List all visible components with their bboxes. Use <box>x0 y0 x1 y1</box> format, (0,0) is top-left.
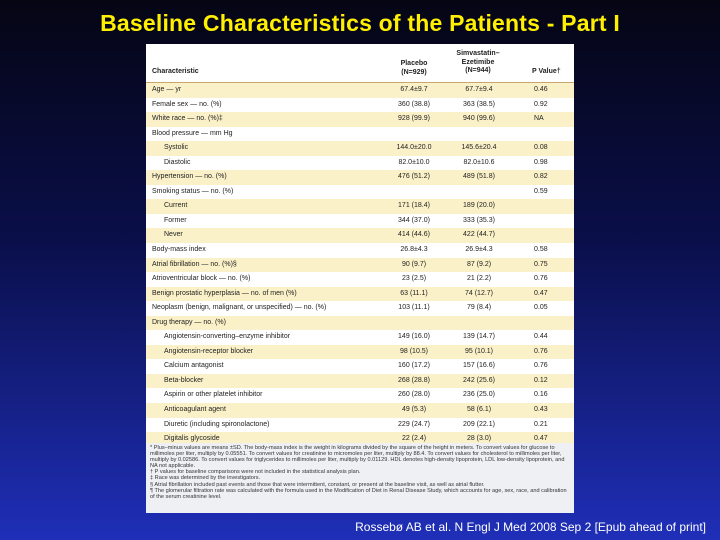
row-p-value: 0.98 <box>534 158 548 166</box>
row-simvastatin-value: 422 (44.7) <box>463 231 495 239</box>
row-placebo-value: 414 (44.6) <box>398 231 430 239</box>
row-placebo-value: 144.0±20.0 <box>396 144 432 152</box>
table-row <box>146 185 574 200</box>
row-label: Smoking status — no. (%) <box>152 187 234 195</box>
row-label: Drug therapy — no. (%) <box>152 318 226 326</box>
row-simvastatin-value: 67.7±9.4 <box>465 86 493 93</box>
row-label: Diuretic (including spironolactone) <box>164 420 270 428</box>
table-row <box>146 301 574 316</box>
row-placebo-value: 98 (10.5) <box>399 347 429 355</box>
baseline-table <box>146 44 574 513</box>
table-row <box>146 258 574 273</box>
row-placebo-value: 22 (2.4) <box>401 435 427 443</box>
row-p-value: 0.76 <box>534 275 548 283</box>
table-row <box>146 345 574 360</box>
row-simvastatin-value: 58 (6.1) <box>466 406 492 414</box>
table-header <box>146 44 574 83</box>
row-simvastatin-value: 333 (35.3) <box>463 216 495 224</box>
row-p-value: 0.58 <box>534 246 548 254</box>
row-simvastatin-value: 145.6±20.4 <box>461 144 497 152</box>
row-p-value: 0.92 <box>534 100 548 108</box>
header-placebo: Placebo (N=929) <box>400 60 428 76</box>
row-label: Angiotensin-receptor blocker <box>164 347 254 355</box>
table-row <box>146 214 574 229</box>
row-simvastatin-value: 242 (25.6) <box>463 376 495 384</box>
table-row <box>146 316 574 331</box>
table-body <box>146 83 574 447</box>
row-p-value: 0.47 <box>534 435 548 443</box>
table-row <box>146 272 574 287</box>
table-row <box>146 112 574 127</box>
row-placebo-value: 360 (38.8) <box>398 100 430 108</box>
row-placebo-value: 103 (11.1) <box>398 304 430 312</box>
table-row <box>146 199 574 214</box>
row-placebo-value: 90 (9.7) <box>401 260 427 268</box>
row-label: Angiotensin-converting–enzyme inhibitor <box>164 333 291 341</box>
row-placebo-value: 149 (16.0) <box>398 333 430 341</box>
row-label: Digitalis glycoside <box>164 435 220 443</box>
row-label: Atrial fibrillation — no. (%)§ <box>152 260 237 268</box>
row-p-value: 0.76 <box>534 362 548 370</box>
header-simvastatin-ezetimibe: Simvastatin–Ezetimibe (N=944) <box>456 50 500 74</box>
footnote: ¶ The glomerular filtration rate was calculated with the formula used in the Modification of Diet in Renal Disease Study, which accounts for age, sex, race, and calibration of the serum creatinine level. <box>150 487 567 500</box>
row-p-value: 0.46 <box>534 86 548 93</box>
row-label: White race — no. (%)‡ <box>152 115 223 123</box>
row-p-value: 0.47 <box>534 289 548 297</box>
row-placebo-value: 260 (28.0) <box>398 391 430 399</box>
row-label: Body-mass index <box>152 246 206 254</box>
row-p-value: 0.59 <box>534 187 548 195</box>
row-label: Age — yr <box>152 86 182 93</box>
row-label: Former <box>164 216 187 224</box>
table-row <box>146 388 574 403</box>
row-label: Current <box>164 202 188 210</box>
row-label: Blood pressure — mm Hg <box>152 129 233 137</box>
table-footnotes <box>146 443 574 513</box>
row-p-value: 0.16 <box>534 391 548 399</box>
row-p-value: 0.75 <box>534 260 548 268</box>
row-label: Atrioventricular block — no. (%) <box>152 275 251 283</box>
row-label: Anticoagulant agent <box>164 406 226 414</box>
row-label: Systolic <box>164 144 189 152</box>
row-placebo-value: 49 (5.3) <box>401 406 427 414</box>
footnote: § Atrial fibrillation included past events and those that were intermittent, constant, or present at the baseline visit, as well as atrial flutter. <box>150 481 485 488</box>
row-label: Neoplasm (benign, malignant, or unspecified) — no. (%) <box>152 304 327 312</box>
footnote: ‡ Race was determined by the investigators. <box>150 475 261 482</box>
row-label: Aspirin or other platelet inhibitor <box>164 391 263 399</box>
row-simvastatin-value: 87 (9.2) <box>466 260 492 268</box>
row-simvastatin-value: 79 (8.4) <box>466 304 492 312</box>
row-simvastatin-value: 28 (3.0) <box>466 435 492 443</box>
row-placebo-value: 229 (24.7) <box>398 420 430 428</box>
table-row <box>146 330 574 345</box>
row-placebo-value: 63 (11.1) <box>400 289 428 297</box>
row-simvastatin-value: 209 (22.1) <box>463 420 495 428</box>
row-simvastatin-value: 940 (99.6) <box>463 115 495 123</box>
row-simvastatin-value: 74 (12.7) <box>464 289 494 297</box>
row-placebo-value: 268 (28.8) <box>398 376 430 384</box>
citation: Rossebø AB et al. N Engl J Med 2008 Sep 2 [Epub ahead of print] <box>355 520 706 534</box>
row-p-value: 0.76 <box>534 347 548 355</box>
row-label: Diastolic <box>164 158 191 166</box>
row-placebo-value: 171 (18.4) <box>398 202 430 210</box>
row-p-value: 0.43 <box>534 406 548 414</box>
row-p-value: 0.82 <box>534 173 548 181</box>
row-p-value: 0.21 <box>534 420 548 428</box>
header-characteristic: Characteristic <box>152 68 199 75</box>
row-simvastatin-value: 236 (25.0) <box>463 391 495 399</box>
table-row <box>146 287 574 302</box>
row-simvastatin-value: 157 (16.6) <box>463 362 495 370</box>
table-row <box>146 403 574 418</box>
row-label: Benign prostatic hyperplasia — no. of men (%) <box>152 289 297 297</box>
row-placebo-value: 67.4±9.7 <box>400 86 428 93</box>
row-placebo-value: 476 (51.2) <box>398 173 430 181</box>
table-row <box>146 156 574 171</box>
row-simvastatin-value: 489 (51.8) <box>463 173 495 181</box>
row-p-value: 0.08 <box>534 144 548 152</box>
table-row <box>146 141 574 156</box>
row-placebo-value: 160 (17.2) <box>398 362 430 370</box>
table-row <box>146 418 574 433</box>
header-p-value: P Value† <box>532 68 561 75</box>
table-row <box>146 243 574 258</box>
table-row <box>146 228 574 243</box>
slide-title: Baseline Characteristics of the Patients - Part I <box>100 10 620 36</box>
row-p-value: 0.44 <box>534 333 548 341</box>
row-label: Calcium antagonist <box>164 362 224 370</box>
row-placebo-value: 928 (99.9) <box>398 115 430 123</box>
row-simvastatin-value: 139 (14.7) <box>463 333 495 341</box>
row-p-value: 0.12 <box>534 376 548 384</box>
row-simvastatin-value: 21 (2.2) <box>466 275 492 283</box>
row-p-value: NA <box>534 115 544 123</box>
row-label: Hypertension — no. (%) <box>152 173 227 181</box>
row-p-value: 0.05 <box>534 304 548 312</box>
table-row <box>146 127 574 142</box>
row-placebo-value: 82.0±10.0 <box>398 158 430 166</box>
table-row <box>146 170 574 185</box>
row-label: Female sex — no. (%) <box>152 100 222 108</box>
row-placebo-value: 23 (2.5) <box>401 275 427 283</box>
footnote: * Plus–minus values are means ±SD. The body-mass index is the weight in kilograms divided by the square of the height in meters. To convert values for glucose to millimoles per liter, multiply by 0.05551. To convert values for creatinine to micromoles per liter, multiply by 88.4. To convert values for cholesterol to millimoles per liter, multiply by 0.02586. To convert values for triglycerides to millimoles per liter, multiply by 0.01129. HDL denotes high-density lipoprotein, LDL low-density lipoprotein, and NA not applicable. <box>150 445 565 470</box>
table-row <box>146 98 574 113</box>
row-simvastatin-value: 26.9±4.3 <box>465 246 493 254</box>
row-label: Never <box>164 231 183 239</box>
row-simvastatin-value: 189 (20.0) <box>463 202 495 210</box>
table-row <box>146 359 574 374</box>
table-row <box>146 374 574 389</box>
row-placebo-value: 26.8±4.3 <box>400 246 428 254</box>
row-simvastatin-value: 95 (10.1) <box>464 347 494 355</box>
row-simvastatin-value: 82.0±10.6 <box>463 158 495 166</box>
row-simvastatin-value: 363 (38.5) <box>463 100 495 108</box>
row-placebo-value: 344 (37.0) <box>398 216 430 224</box>
table-row <box>146 83 574 98</box>
row-label: Beta-blocker <box>164 376 204 384</box>
footnote: † P values for baseline comparisons were not included in the statistical analysis plan. <box>150 469 361 476</box>
